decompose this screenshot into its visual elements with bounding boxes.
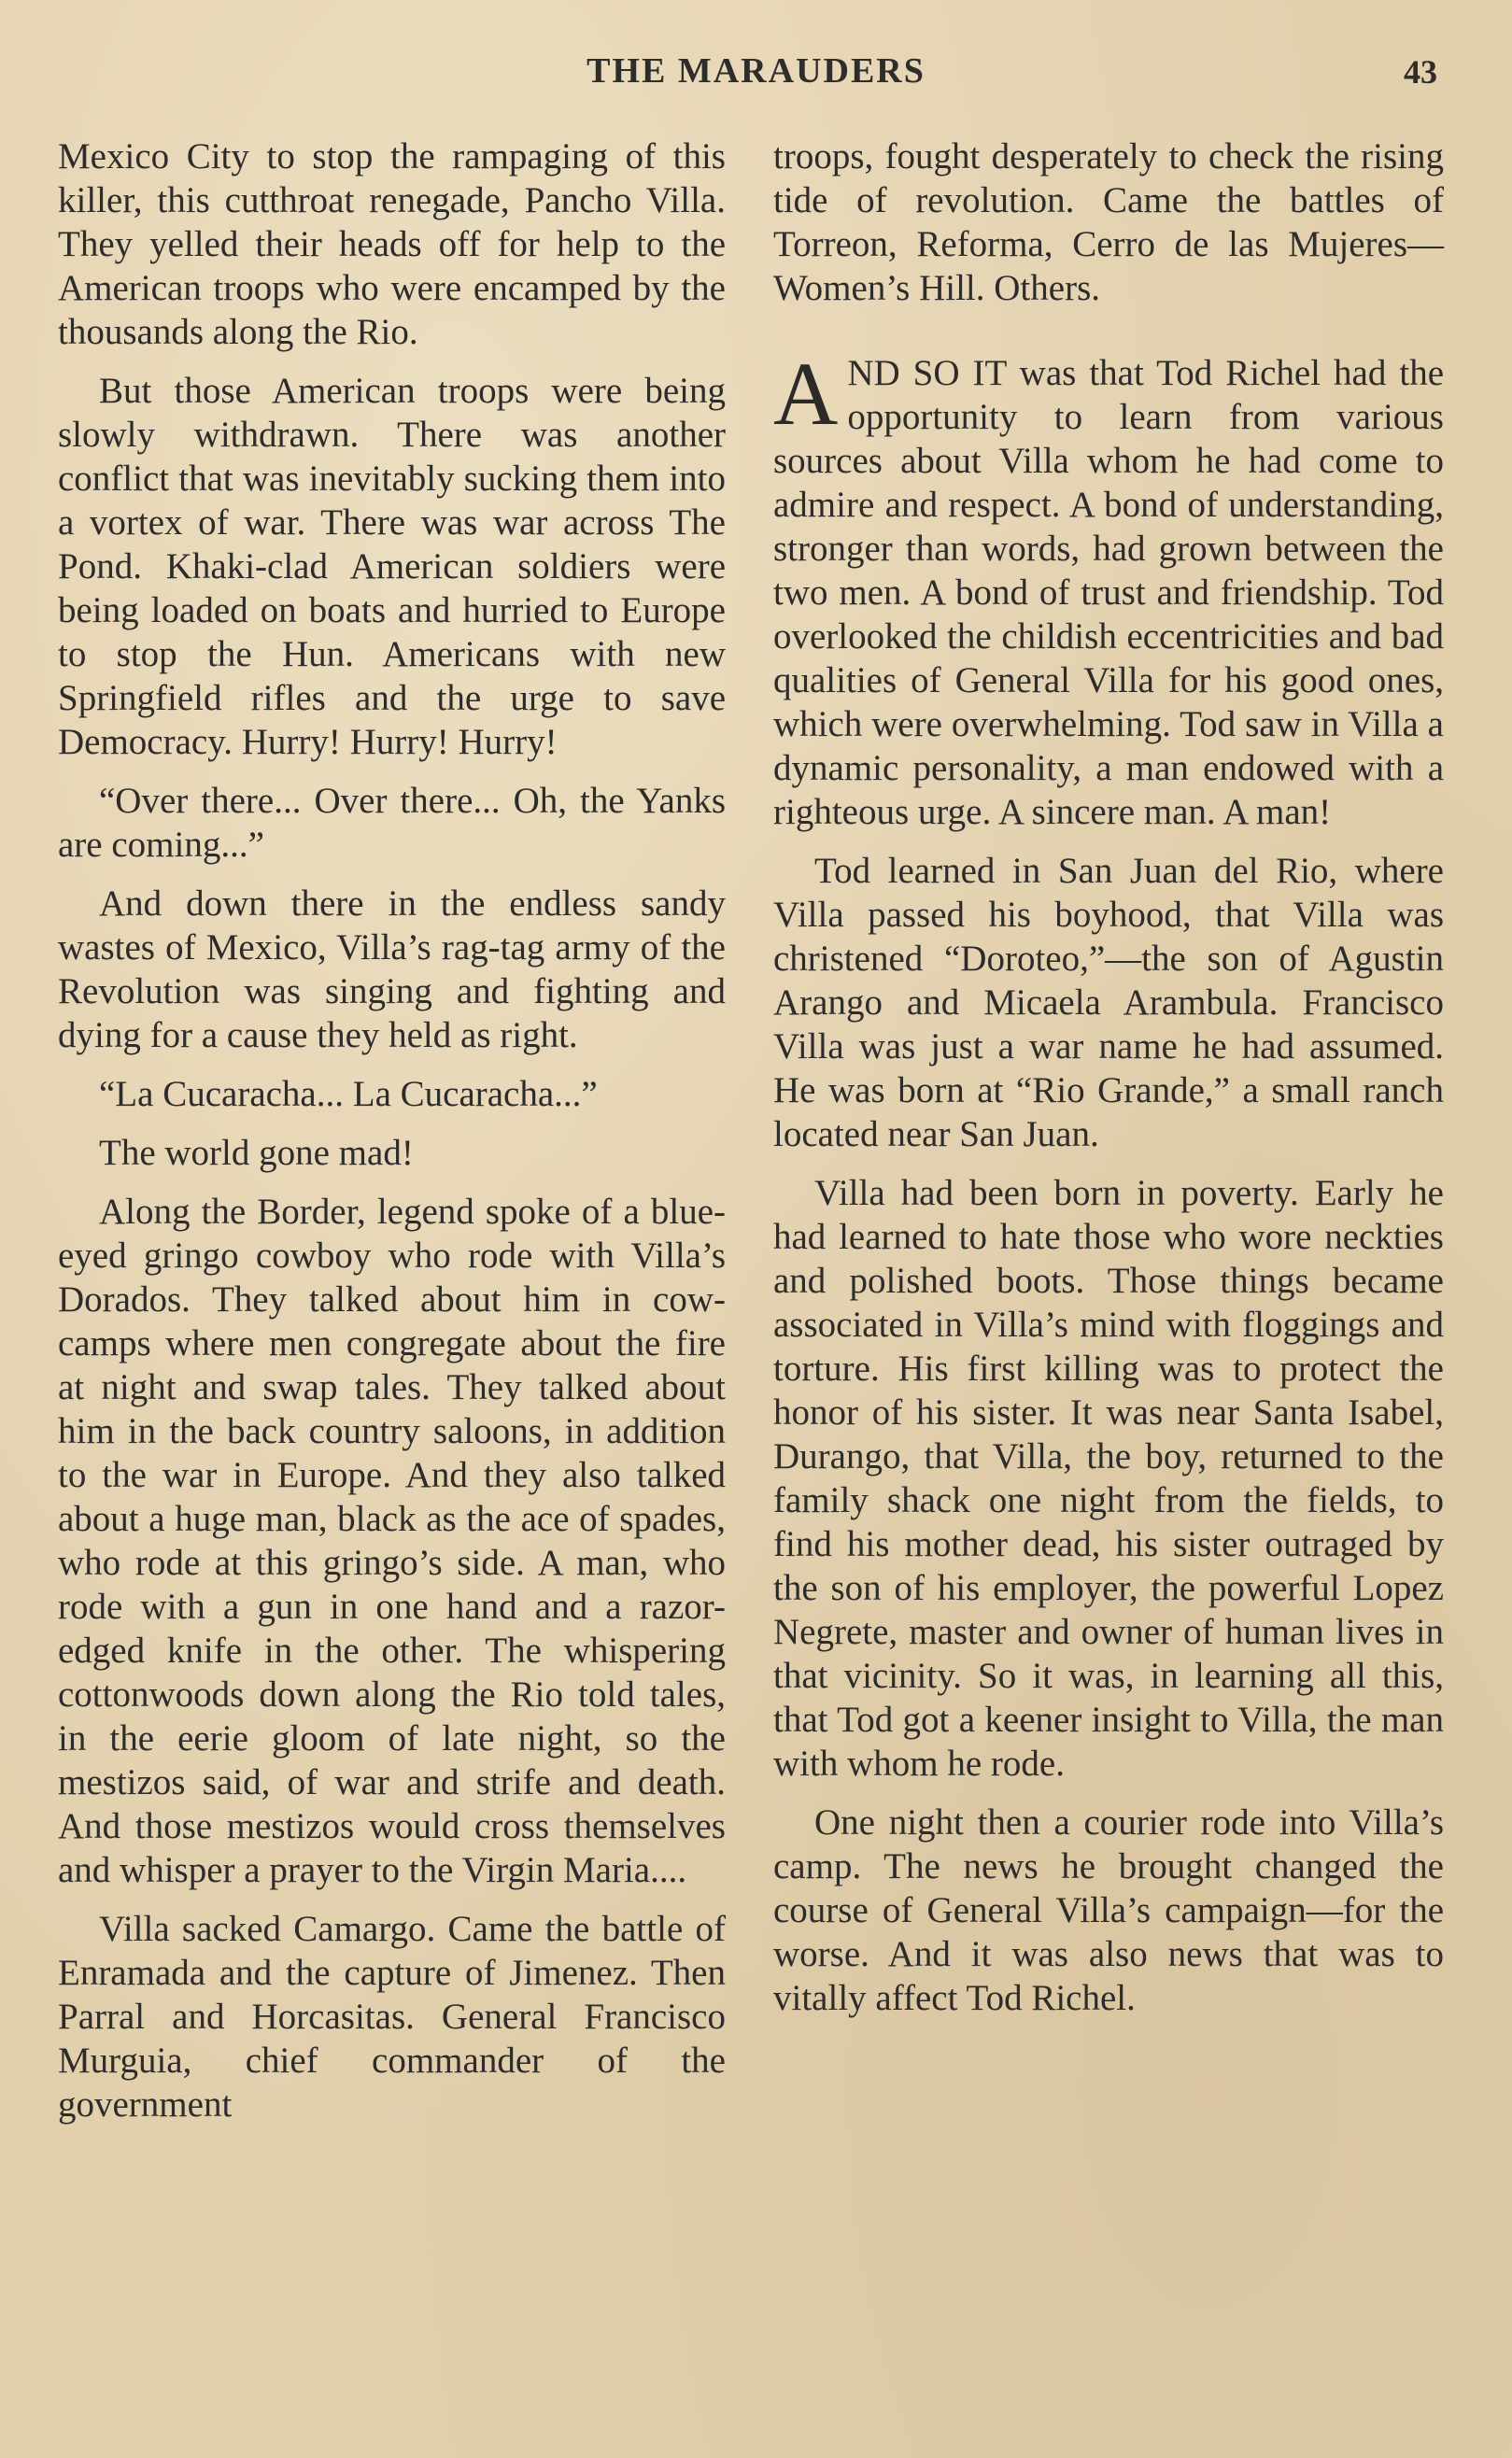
paragraph: “Over there... Over there... Oh, the Yanks are coming...” <box>58 781 726 865</box>
paragraph: But those American troops were being slowly withdrawn. There was another conflict that was inevitably sucking them into a vortex of war. There was war across The Pond. Khaki-clad American soldiers were being loaded on boats and hurried to Europe to stop the Hun. Americans with new Springfield rifles and the urge to save Democracy. Hurry! Hurry! Hurry! <box>58 371 726 762</box>
paragraph: Villa had been born in poverty. Early he had learned to hate those who wore neckties and polished boots. Those things became associated in Villa’s mind with floggings and torture. His first killing was to protect the honor of his sister. It was near Santa Isabel, Durango, that Villa, the boy, returned to the family shack one night from the fields, to find his mother dead, his sister outraged by the son of his employer, the powerful Lopez Negrete, master and owner of human lives in that vicinity. So it was, in learning all this, that Tod got a keener insight to Villa, the man with whom he rode. <box>773 1173 1444 1784</box>
section-opening-paragraph <box>773 344 1444 834</box>
running-title: THE MARAUDERS <box>586 51 926 91</box>
paragraph: The world gone mad! <box>99 1133 414 1173</box>
running-head <box>0 43 1512 99</box>
section-opening-text: ND SO IT was that Tod Richel had the opportunity to learn from various sources about Villa whom he had come to admire and respect. A bond of understanding, stronger than words, had grown between the two men. A bond of trust and friendship. Tod overlooked the childish eccentricities and bad qualities of General Villa for his good ones, which were overwhelming. Tod saw in Villa a dynamic personality, a man endowed with a righteous urge. A sincere man. A man! <box>773 353 1444 832</box>
page-number: 43 <box>1404 53 1437 91</box>
paragraph: Along the Border, legend spoke of a blue-eyed gringo cowboy who rode with Villa’s Dorados. They talked about him in cow-camps where men congregate about the fire at night and swap tales. They talked about him in the back country saloons, in addition to the war in Europe. And they also talked about a huge man, black as the ace of spades, who rode at this gringo’s side. A man, who rode with a gun in one hand and a razor-edged knife in the other. The whispering cottonwoods down along the Rio told tales, in the eerie gloom of late night, so the mestizos said, of war and strife and death. And those mestizos would cross themselves and whisper a prayer to the Virgin Maria.... <box>58 1192 726 1890</box>
paragraph: troops, fought desperately to check the rising tide of revolution. Came the battles of Torreon, Reforma, Cerro de las Mujeres—Women’s Hill. Others. <box>773 136 1444 308</box>
left-column <box>58 134 726 2141</box>
paragraph: One night then a courier rode into Villa’s camp. The news he brought changed the course of General Villa’s campaign—for the worse. And it was also news that was to vitally affect Tod Richel. <box>773 1802 1444 2018</box>
paragraph: Villa sacked Camargo. Came the battle of Enramada and the capture of Jimenez. Then Parral and Horcasitas. General Francisco Murguia, chief commander of the government <box>58 1909 726 2125</box>
paragraph: “La Cucaracha... La Cucaracha...” <box>99 1074 598 1114</box>
paragraph: And down there in the endless sandy wastes of Mexico, Villa’s rag-tag army of the Revolution was singing and fighting and dying for a cause they held as right. <box>58 883 726 1055</box>
right-column <box>773 134 1444 2035</box>
drop-cap: A <box>773 344 839 444</box>
paragraph: Tod learned in San Juan del Rio, where Villa passed his boyhood, that Villa was christened “Doroteo,”—the son of Agustin Arango and Micaela Arambula. Francisco Villa was just a war name he had assumed. He was born at “Rio Grande,” a small ranch located near San Juan. <box>773 851 1444 1154</box>
paragraph: Mexico City to stop the rampaging of this killer, this cutthroat renegade, Pancho Villa. They yelled their heads off for help to the American troops who were encamped by the thousands along the Rio. <box>58 136 726 352</box>
